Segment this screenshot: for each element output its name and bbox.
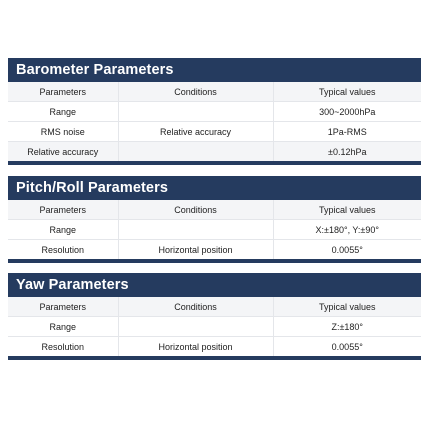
table-row (8, 102, 421, 122)
table-cell: Relative accuracy (118, 122, 273, 142)
column-header: Typical values (273, 297, 421, 317)
table-row (8, 317, 421, 337)
table-cell: Range (8, 102, 118, 122)
table-cell: Horizontal position (118, 337, 273, 357)
table-cell: 300~2000hPa (273, 102, 421, 122)
table-row (8, 240, 421, 260)
table-cell (118, 220, 273, 240)
section-title: Barometer Parameters (16, 62, 174, 78)
table-cell (118, 142, 273, 162)
table-cell: Horizontal position (118, 240, 273, 260)
column-header: Conditions (118, 200, 273, 220)
table-cell: 0.0055° (331, 244, 363, 255)
column-header: Typical values (273, 82, 421, 102)
table-cell (118, 317, 273, 337)
table-cell: Range (8, 220, 118, 240)
table-header-row (8, 82, 421, 102)
table-cell: 0.0055° (331, 341, 363, 352)
section-title: Pitch/Roll Parameters (16, 180, 168, 196)
yaw-parameters-panel (8, 273, 421, 360)
table-cell: Resolution (8, 240, 118, 260)
table-cell: Relative accuracy (8, 142, 118, 162)
table-cell: X:±180°, Y:±90° (273, 220, 421, 240)
column-header: Typical values (273, 200, 421, 220)
table-header-row (8, 297, 421, 317)
column-header: Conditions (118, 297, 273, 317)
column-header: Parameters (8, 82, 118, 102)
table-row (8, 122, 421, 142)
section-title: Yaw Parameters (16, 277, 129, 293)
pitch-roll-parameters-table (8, 200, 421, 259)
table-cell: RMS noise (8, 122, 118, 142)
table-cell: 1Pa-RMS (273, 122, 421, 142)
table-cell: ±0.12hPa (273, 142, 421, 162)
table-row (8, 142, 421, 162)
table-cell: Resolution (8, 337, 118, 357)
barometer-parameters-table (8, 82, 421, 161)
pitch-roll-parameters-panel (8, 176, 421, 263)
yaw-parameters-table (8, 297, 421, 356)
table-row (8, 220, 421, 240)
column-header: Conditions (118, 82, 273, 102)
table-row (8, 337, 421, 357)
table-cell: Range (8, 317, 118, 337)
table-cell: Z:±180° (273, 317, 421, 337)
column-header: Parameters (8, 200, 118, 220)
table-header-row (8, 200, 421, 220)
barometer-parameters-panel (8, 58, 421, 165)
column-header: Parameters (8, 297, 118, 317)
table-cell (118, 102, 273, 122)
